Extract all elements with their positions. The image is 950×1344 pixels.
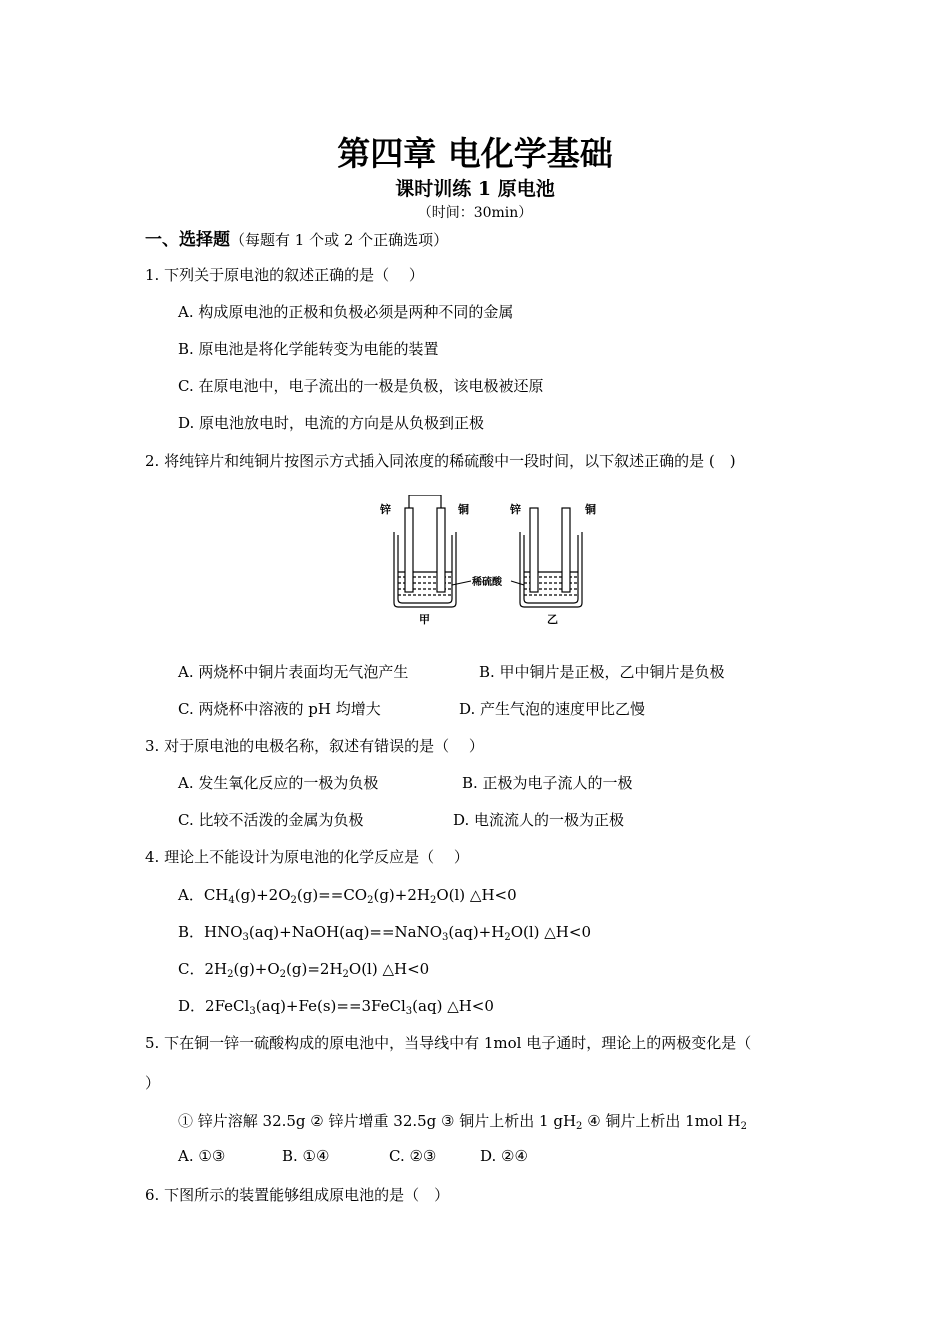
question-5-stem-end: ） <box>145 1074 161 1092</box>
question-2-stem: 2. 将纯锌片和纯铜片按图示方式插入同浓度的稀硫酸中一段时间，以下叙述正确的是 ( ) <box>145 452 736 470</box>
beaker-jia <box>394 495 456 607</box>
question-6-stem: 6. 下图所示的装置能够组成原电池的是（ ） <box>145 1186 450 1204</box>
label-copper-jia: 铜 <box>458 503 469 516</box>
question-5-option-d: D. ②④ <box>480 1147 528 1165</box>
label-zinc-jia: 锌 <box>380 503 391 516</box>
question-5-stem: 5. 下在铜一锌一硫酸构成的原电池中，当导线中有 1mol 电子通时，理论上的两极变化是（ <box>145 1034 752 1052</box>
question-4-option-a: A．$CH_4(g)+2O_2(g)==CO_2(g)+2H_2O(l)$ △H<0 <box>178 886 517 906</box>
question-3-option-c: C. 比较不活泼的金属为负极 <box>178 811 364 829</box>
question-4-option-b: B．$HNO_3(aq)+NaOH(aq)==NaNO_3(aq)+H_2O(l)$ △H<0 <box>178 923 591 943</box>
page-title: 第四章 电化学基础 <box>337 134 613 173</box>
question-5-option-b: B. ①④ <box>282 1147 330 1165</box>
question-1-option-c: C. 在原电池中，电子流出的一极是负极，该电极被还原 <box>178 377 544 395</box>
beaker-yi <box>520 508 582 607</box>
question-1-option-d: D. 原电池放电时，电流的方向是从负极到正极 <box>178 414 485 432</box>
question-4-option-d: D．2FeCl$_3$(aq)+Fe(s)==3FeCl$_3$(aq) △H<0 <box>178 997 494 1017</box>
question-3-option-b: B. 正极为电子流人的一极 <box>462 774 633 792</box>
question-3-option-d: D. 电流流人的一极为正极 <box>453 811 625 829</box>
label-copper-yi: 铜 <box>585 503 596 516</box>
galvanic-cell-diagram <box>380 495 605 630</box>
question-3-stem: 3. 对于原电池的电极名称，叙述有错误的是（ ） <box>145 737 484 755</box>
question-5-statements: ① 锌片溶解 32.5g ② 锌片增重 32.5g ③ 铜片上析出 1 $gH_2$ ④ 铜片上析出 1mol $H_2$ <box>178 1112 747 1132</box>
time-limit: （时间：30min） <box>417 205 533 221</box>
question-5-option-a: A. ①③ <box>178 1147 226 1165</box>
question-1-option-b: B. 原电池是将化学能转变为电能的装置 <box>178 340 439 358</box>
section-heading <box>145 225 448 250</box>
section-title: 一、选择题 <box>145 230 230 250</box>
question-2-option-a: A. 两烧杯中铜片表面均无气泡产生 <box>178 663 409 681</box>
section-note: （每题有 1 个或 2 个正确选项） <box>230 231 449 249</box>
question-5-option-c: C. ②③ <box>389 1147 437 1165</box>
question-2-option-c: C. 两烧杯中溶液的 pH 均增大 <box>178 700 381 718</box>
question-1-stem: 1. 下列关于原电池的叙述正确的是（ ） <box>145 266 424 284</box>
question-3-option-a: A. 发生氧化反应的一极为负极 <box>178 774 379 792</box>
label-dilute-acid: 稀硫酸 <box>472 577 502 588</box>
question-2-option-b: B. 甲中铜片是正极，乙中铜片是负极 <box>479 663 725 681</box>
question-4-option-c: C．$2H_2(g)+O_2(g)=2H_2O(l)$ △H<0 <box>178 960 430 980</box>
label-zinc-yi: 锌 <box>510 503 521 516</box>
label-yi: 乙 <box>547 613 558 626</box>
question-1-option-a: A. 构成原电池的正极和负极必须是两种不同的金属 <box>178 303 514 321</box>
question-2-option-d: D. 产生气泡的速度甲比乙慢 <box>459 700 646 718</box>
question-4-stem: 4. 理论上不能设计为原电池的化学反应是（ ） <box>145 848 469 866</box>
label-jia: 甲 <box>419 613 430 626</box>
page-subtitle: 课时训练 1 原电池 <box>395 178 555 200</box>
